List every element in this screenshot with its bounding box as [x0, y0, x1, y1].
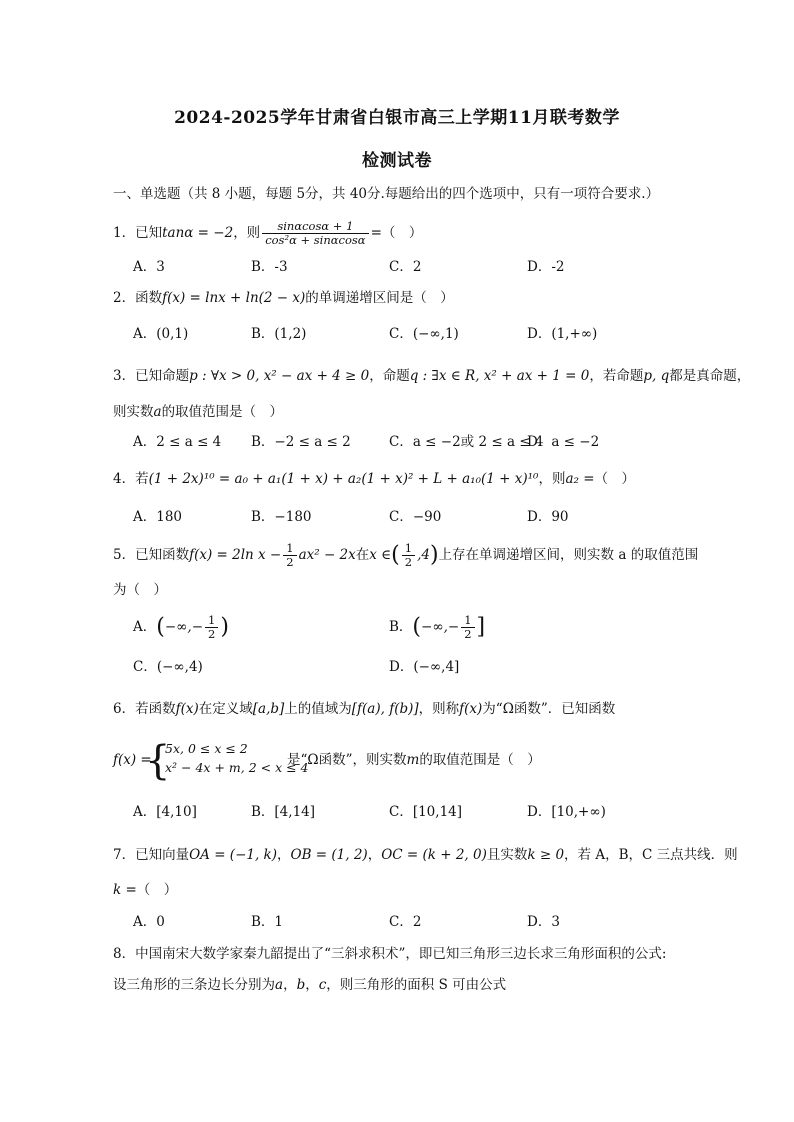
q2-option-b: B．(1,2) — [251, 326, 307, 342]
q5-optB-fraction: $\frac{1}{2}$ — [461, 614, 474, 641]
q5-option-a: A．(−∞,− $\frac{1}{2}$ ) — [133, 613, 229, 641]
q4-option-c: C．−90 — [389, 509, 442, 525]
q4-option-d: D．90 — [527, 509, 569, 525]
q5-option-c: C．(−∞,4) — [133, 659, 203, 675]
question-8: 8．中国南宋大数学家秦九韶提出了“三斜求积术”，即已知三角形三边长求三角形面积的公式: — [113, 946, 667, 962]
q5-optA-fraction: $\frac{1}{2}$ — [205, 614, 218, 641]
q6-option-a: A．[4,10] — [133, 804, 197, 820]
question-6-line-2: 是“Ω函数”，则实数m的取值范围是（ ） — [287, 752, 541, 768]
q6-option-d: D．[10,+∞) — [527, 804, 606, 820]
q7-option-b: B．1 — [251, 914, 284, 930]
q5-option-b: B．(−∞,− $\frac{1}{2}$ ] — [389, 613, 486, 641]
q4-option-b: B．−180 — [251, 509, 312, 525]
q3-option-d: D．a ≤ −2 — [527, 434, 600, 450]
q6-option-b: B．[4,14] — [251, 804, 316, 820]
question-6: 6．若函数f(x)在定义域[a,b]上的值域为[f(a), f(b)]，则称f(x)为“Ω函数”．已知函数 — [113, 701, 616, 717]
section-heading: 一、单选题（共 8 小题，每题 5分，共 40分.每题给出的四个选项中，只有一项符合要求.） — [113, 186, 660, 202]
q6-function-name: f(x) = — [113, 752, 152, 768]
q6-option-c: C．[10,14] — [389, 804, 463, 820]
q7-option-d: D．3 — [527, 914, 560, 930]
q6-brace: { — [145, 738, 171, 784]
q3-option-c: C．a ≤ −2或 2 ≤ a ≤ 4 — [389, 434, 544, 450]
q2-option-a: A．(0,1) — [133, 326, 189, 342]
question-7-line-2: k =（ ） — [113, 882, 178, 898]
page-subtitle: 检测试卷 — [362, 151, 432, 171]
question-3-line-2: 则实数a的取值范围是（ ） — [113, 404, 284, 420]
question-5-line-2: 为（ ） — [113, 582, 167, 598]
question-2: 2．函数f(x) = lnx + ln(2 − x)的单调递增区间是（ ） — [113, 290, 454, 306]
q5-option-d: D．(−∞,4] — [389, 659, 460, 675]
q2-option-c: C．(−∞,1) — [389, 326, 459, 342]
q7-option-a: A．0 — [133, 914, 165, 930]
q7-option-c: C．2 — [389, 914, 422, 930]
q5-range-fraction: $\frac{1}{2}$ — [402, 542, 415, 569]
question-4: 4．若(1 + 2x)¹⁰ = a₀ + a₁(1 + x) + a₂(1 + x)² + L + a₁₀(1 + x)¹⁰，则a₂ =（ ） — [113, 471, 636, 487]
question-8-line-2: 设三角形的三条边长分别为a，b，c，则三角形的面积 S 可由公式 — [113, 977, 507, 993]
q2-option-d: D．(1,+∞) — [527, 326, 598, 342]
question-5: 5．已知函数f(x) = 2ln x − $\frac{1}{2}$ ax² − 2x在x ∈( $\frac{1}{2}$ ,4)上存在单调递增区间，则实数 a 的取值范围 — [113, 541, 699, 569]
q1-fraction: $\frac{\sin\alpha\cos\alpha + 1}{\text{cos²α + sinαcosα}}$ — [262, 220, 368, 247]
q5-half-fraction: $\frac{1}{2}$ — [283, 542, 296, 569]
question-7: 7．已知向量OA = (−1, k)，OB = (1, 2)，OC = (k + 2, 0)且实数k ≥ 0，若 A，B，C 三点共线．则 — [113, 847, 738, 863]
q1-option-b: B．-3 — [251, 259, 288, 275]
question-1: 1．已知tanα = −2，则 $\frac{\sin\alpha\cos\alpha + 1}{\text{cos²α + sinαcosα}}$ =（ ） — [113, 219, 423, 247]
q1-option-c: C．2 — [389, 259, 422, 275]
q3-option-b: B．−2 ≤ a ≤ 2 — [251, 434, 351, 450]
page-title: 2024-2025学年甘肃省白银市高三上学期11月联考数学 — [174, 108, 620, 128]
q3-option-a: A．2 ≤ a ≤ 4 — [133, 434, 222, 450]
q6-case-1: 5x, 0 ≤ x ≤ 2 — [165, 741, 248, 756]
q1-option-d: D．-2 — [527, 259, 565, 275]
q6-case-2: x² − 4x + m, 2 < x ≤ 4 — [165, 760, 309, 775]
q4-option-a: A．180 — [133, 509, 183, 525]
q1-option-a: A．3 — [133, 259, 165, 275]
question-3: 3．已知命题p : ∀x > 0, x² − ax + 4 ≥ 0，命题q : ∃x ∈ R, x² + ax + 1 = 0，若命题p, q都是真命题， — [113, 368, 751, 384]
